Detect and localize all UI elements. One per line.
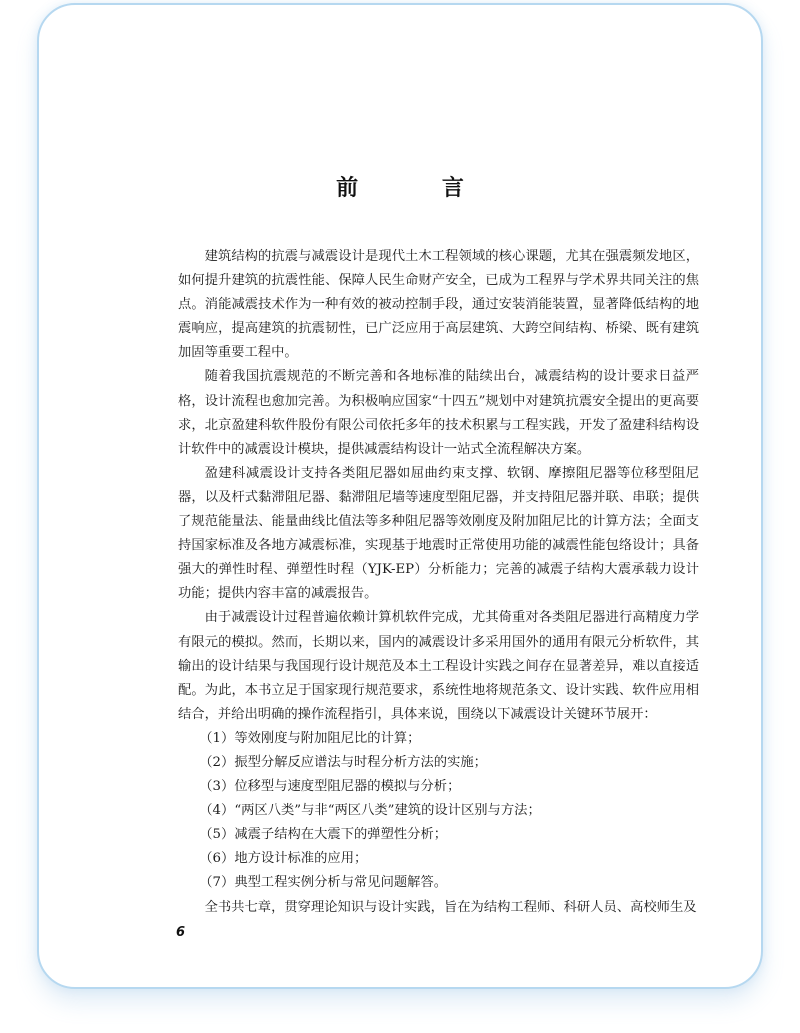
body-text [178, 245, 699, 920]
list-item: （2）振型分解反应谱法与时程分析方法的实施； [199, 754, 487, 770]
paragraph: 建筑结构的抗震与减震设计是现代土木工程领域的核心课题，尤其在强震频发地区，如何提升建筑的抗震性能、保障人民生命财产安全，已成为工程界与学术界共同关注的焦点。消能减震技术作为一种有效的被动控制手段，通过安装消能装置，显著降低结构的地震响应，提高建筑的抗震韧性，已广泛应用于高层建筑、大跨空间结构、桥梁、既有建筑加固等重要工程中。 [178, 249, 699, 361]
page-title: 前 言 [336, 176, 502, 201]
list-item: （3）位移型与速度型阻尼器的模拟与分析； [199, 779, 461, 795]
page-number: 6 [176, 925, 186, 940]
key-points-list [178, 727, 699, 896]
list-item: （5）减震子结构在大震下的弹塑性分析； [199, 827, 448, 843]
list-item: （7）典型工程实例分析与常见问题解答。 [199, 875, 448, 891]
page-card [37, 3, 763, 989]
paragraph: 由于减震设计过程普遍依赖计算机软件完成，尤其倚重对各类阻尼器进行高精度力学有限元的模拟。然而，长期以来，国内的减震设计多采用国外的通用有限元分析软件，其输出的设计结果与我国现行设计规范及本土工程设计实践之间存在显著差异，难以直接适配。为此，本书立足于国家现行规范要求，系统性地将规范条文、设计实践、软件应用相结合，并给出明确的操作流程指引，具体来说，围绕以下减震设计关键环节展开： [178, 610, 699, 722]
list-item: （6）地方设计标准的应用； [199, 851, 368, 867]
list-item: （1）等效刚度与附加阻尼比的计算； [199, 730, 421, 746]
paragraph: 盈建科减震设计支持各类阻尼器如屈曲约束支撑、软钢、摩擦阻尼器等位移型阻尼器，以及杆式黏滞阻尼器、黏滞阻尼墙等速度型阻尼器，并支持阻尼器并联、串联；提供了规范能量法、能量曲线比值法等多种阻尼器等效刚度及附加阻尼比的计算方法；全面支持国家标准及各地方减震标准，实现基于地震时正常使用功能的减震性能包络设计；具备强大的弹性时程、弹塑性时程（YJK-EP）分析能力；完善的减震子结构大震承载力设计功能；提供内容丰富的减震报告。 [178, 465, 699, 602]
paragraph: 随着我国抗震规范的不断完善和各地标准的陆续出台，减震结构的设计要求日益严格，设计流程也愈加完善。为积极响应国家“十四五”规划中对建筑抗震安全提出的更高要求，北京盈建科软件股份有限公司依托多年的技术积累与工程实践，开发了盈建科结构设计软件中的减震设计模块，提供减震结构设计一站式全流程解决方案。 [178, 369, 699, 457]
list-item: （4）“两区八类”与非“两区八类”建筑的设计区别与方法； [199, 803, 541, 819]
closing-paragraph: 全书共七章，贯穿理论知识与设计实践，旨在为结构工程师、科研人员、高校师生及 [204, 899, 697, 915]
